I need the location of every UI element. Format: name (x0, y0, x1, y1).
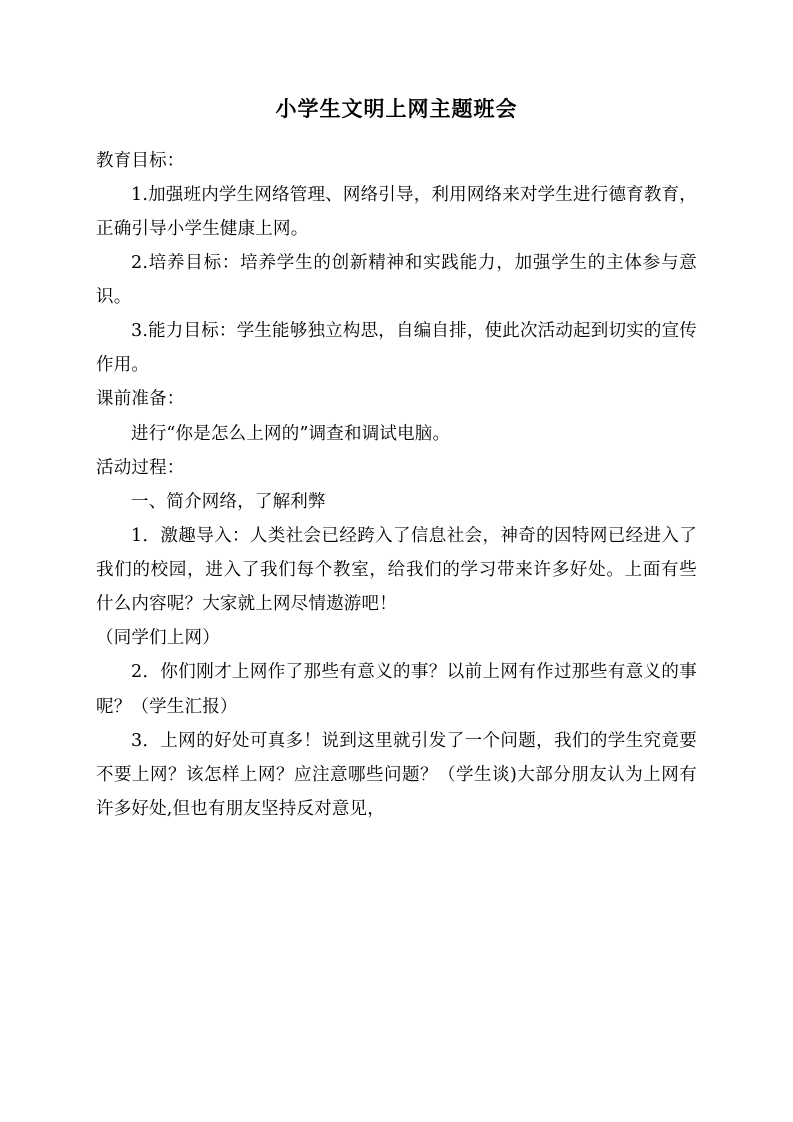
paragraph-heading-prepare: 课前准备： (96, 389, 185, 410)
paragraph-goal-1: 1.加强班内学生网络管理、网络引导，利用网络来对学生进行德育教育，正确引导小学生健康上网。 (96, 184, 697, 239)
paragraph-heading-edu-goal: 教育目标： (96, 150, 185, 171)
page-title: 小学生文明上网主题班会 (275, 96, 518, 121)
paragraph-step-2: 2．你们刚才上网作了那些有意义的事？以前上网有作过那些有意义的事呢？（学生汇报） (96, 662, 697, 717)
paragraph-goal-2: 2.培养目标：培养学生的创新精神和实践能力，加强学生的主体参与意识。 (96, 252, 697, 308)
paragraph-goal-3: 3.能力目标：学生能够独立构思，自编自排，使此次活动起到切实的宣传作用。 (96, 321, 697, 376)
paragraph-section-one: 一、简介网络，了解利弊 (131, 491, 326, 512)
paragraph-step-1: 1．激趣导入：人类社会已经跨入了信息社会，神奇的因特网已经进入了我们的校园，进入了我们每个教室，给我们的学习带来许多好处。上面有些什么内容呢？大家就上网尽情遨游吧！ (96, 525, 697, 615)
paragraph-step-3: 3．上网的好处可真多！说到这里就引发了一个问题，我们的学生究竟要不要上网？该怎样上网？应注意哪些问题？（学生谈)大部分朋友认为上网有许多好处,但也有朋友坚持反对意见， (96, 730, 697, 819)
paragraph-heading-process: 活动过程： (96, 457, 185, 478)
paragraph-step-1-note: （同学们上网） (96, 628, 220, 649)
paragraph-prepare-1: 进行“你是怎么上网的”调查和调试电脑。 (131, 423, 451, 444)
